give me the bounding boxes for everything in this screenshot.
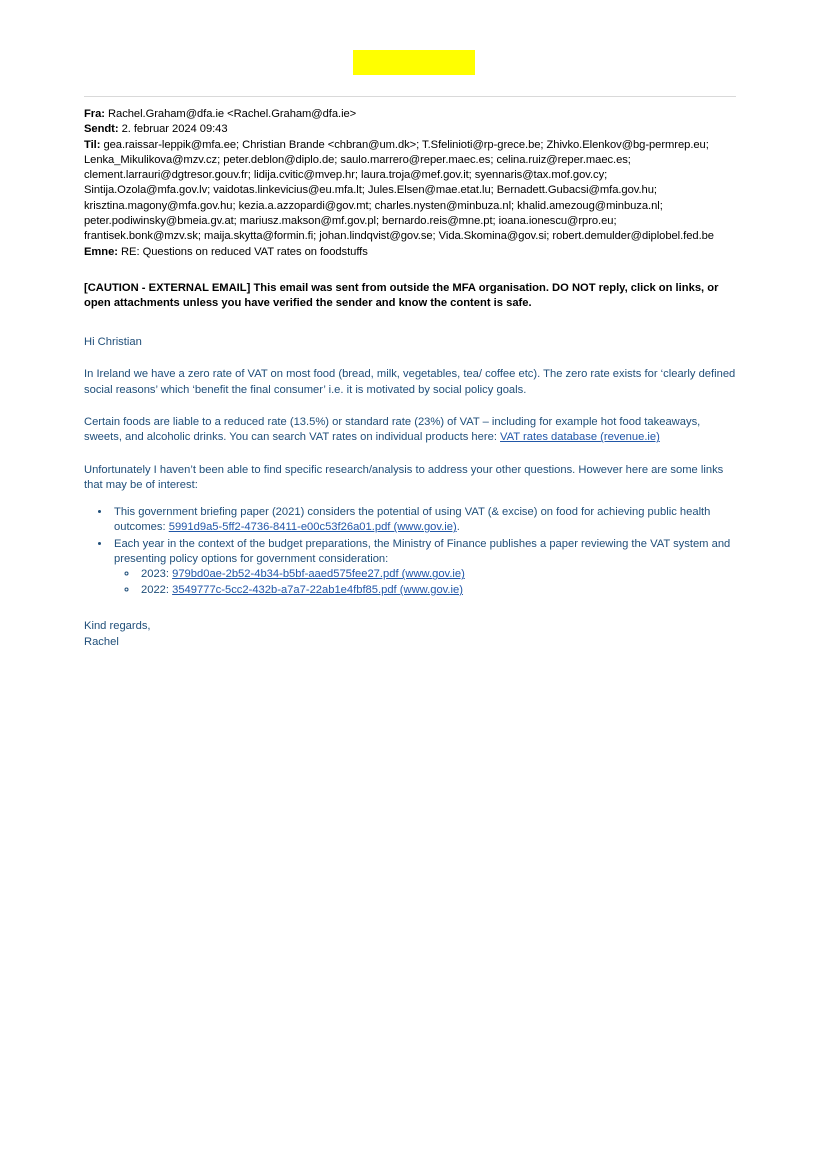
header-sent-label: Sendt: (84, 123, 119, 136)
body-paragraph-2-text: Certain foods are liable to a reduced rate (13.5%) or standard rate (23%) of VAT – including for example hot food takeaways, sweets, and alcoholic drinks. You can search VAT rates on individual products here: (84, 416, 701, 444)
email-signoff (84, 619, 736, 650)
body-paragraph-3: Unfortunately I haven’t been able to find specific research/analysis to address your other questions. However here are some links that may be of interest: (84, 463, 724, 492)
subbullet-2023-prefix: 2023: (141, 568, 173, 581)
list-item (138, 583, 736, 598)
header-subject-label: Emne: (84, 245, 118, 258)
list-item (111, 537, 736, 599)
header-to-value: gea.raissar-leppik@mfa.ee; Christian Brande <chbran@um.dk>; T.Sfelinioti@rp-grece.be; Zhivko.Elenkov@bg-permrep.eu; Lenka_Mikulikova@mzv.cz; peter.deblon@diplo.de; saulo.marrero@reper.maec.es; celina.ruiz@reper.maec.es; clement.larrauri@dgtresor.gouv.fr; lidija.cvitic@mvep.hr; laura.troja@mef.gov.it; syennaris@tax.mof.gov.cy; Sintija.Ozola@mfa.gov.lv; vaidotas.linkevicius@eu.mfa.lt; Jules.Elsen@mae.etat.lu; Bernadett.Gubacsi@mfa.gov.hu; krisztina.magony@mfa.gov.hu; kezia.a.azzopardi@gov.mt; charles.nysten@minbuza.nl; khalid.amezoug@minbuza.nl; peter.podiwinsky@bmeia.gv.at; mariusz.makson@mf.gov.pl; bernardo.reis@mne.pt; ioana.ionescu@rpro.eu; frantisek.bonk@mzv.sk; maija.skytta@formin.fi; johan.lindqvist@gov.se; Vida.Skomina@gov.si; robert.demulder@diplobel.fed.be (84, 138, 714, 243)
header-subject-line (84, 245, 736, 260)
header-from-label: Fra: (84, 108, 105, 120)
vat-paper-2023-pdf-link[interactable]: 979bd0ae-2b52-4b34-b5bf-aaed575fee27.pdf (www.gov.ie) (172, 568, 465, 581)
subbullet-2022-prefix: 2022: (141, 583, 173, 596)
header-sent-value: 2. februar 2024 09:43 (121, 123, 228, 136)
links-bullet-list (84, 505, 736, 598)
header-sent-line (84, 122, 736, 137)
bullet-1-text-after: . (456, 521, 460, 534)
header-subject-value: RE: Questions on reduced VAT rates on foodstuffs (121, 245, 368, 258)
list-item (138, 567, 736, 582)
header-divider (84, 96, 736, 97)
briefing-paper-2021-pdf-link[interactable]: 5991d9a5-5ff2-4736-8411-e00c53f26a01.pdf (www.gov.ie) (168, 521, 457, 534)
body-paragraph-1: In Ireland we have a zero rate of VAT on most food (bread, milk, vegetables, tea/ coffee etc). The zero rate exists for ‘clearly defined social reasons’ which ‘benefit the final consumer’ i.e. it is motivated by social policy goals. (84, 368, 736, 396)
external-email-caution-banner: [CAUTION - EXTERNAL EMAIL] This email was sent from outside the MFA organisation. DO NOT reply, click on links, or open attachments unless you have verified the sender and know the content is safe. (84, 281, 719, 310)
email-header-block (84, 107, 736, 260)
list-item (111, 505, 736, 536)
bullet-1-text: This government briefing paper (2021) considers the potential of using VAT (& excise) on food for achieving public health outcomes: (114, 505, 711, 534)
annual-vat-papers-sublist (114, 567, 736, 598)
header-from-line (84, 107, 736, 122)
bullet-2-text: Each year in the context of the budget preparations, the Ministry of Finance publishes a paper reviewing the VAT system and presenting policy options for government consideration: (114, 537, 731, 566)
vat-rates-database-link[interactable]: VAT rates database (revenue.ie) (500, 431, 660, 444)
body-paragraph-2 (84, 415, 736, 446)
header-to-line (84, 138, 736, 245)
email-content (84, 96, 736, 650)
header-to-label: Til: (84, 138, 101, 151)
vat-paper-2022-pdf-link[interactable]: 3549777c-5cc2-432b-a7a7-22ab1e4fbf85.pdf (www.gov.ie) (172, 583, 463, 596)
email-greeting: Hi Christian (84, 335, 142, 348)
yellow-highlight-redaction-band (353, 50, 475, 75)
signoff-closing: Kind regards, (84, 620, 151, 633)
header-from-value: Rachel.Graham@dfa.ie <Rachel.Graham@dfa.ie> (108, 108, 357, 120)
signoff-name: Rachel (84, 635, 119, 648)
